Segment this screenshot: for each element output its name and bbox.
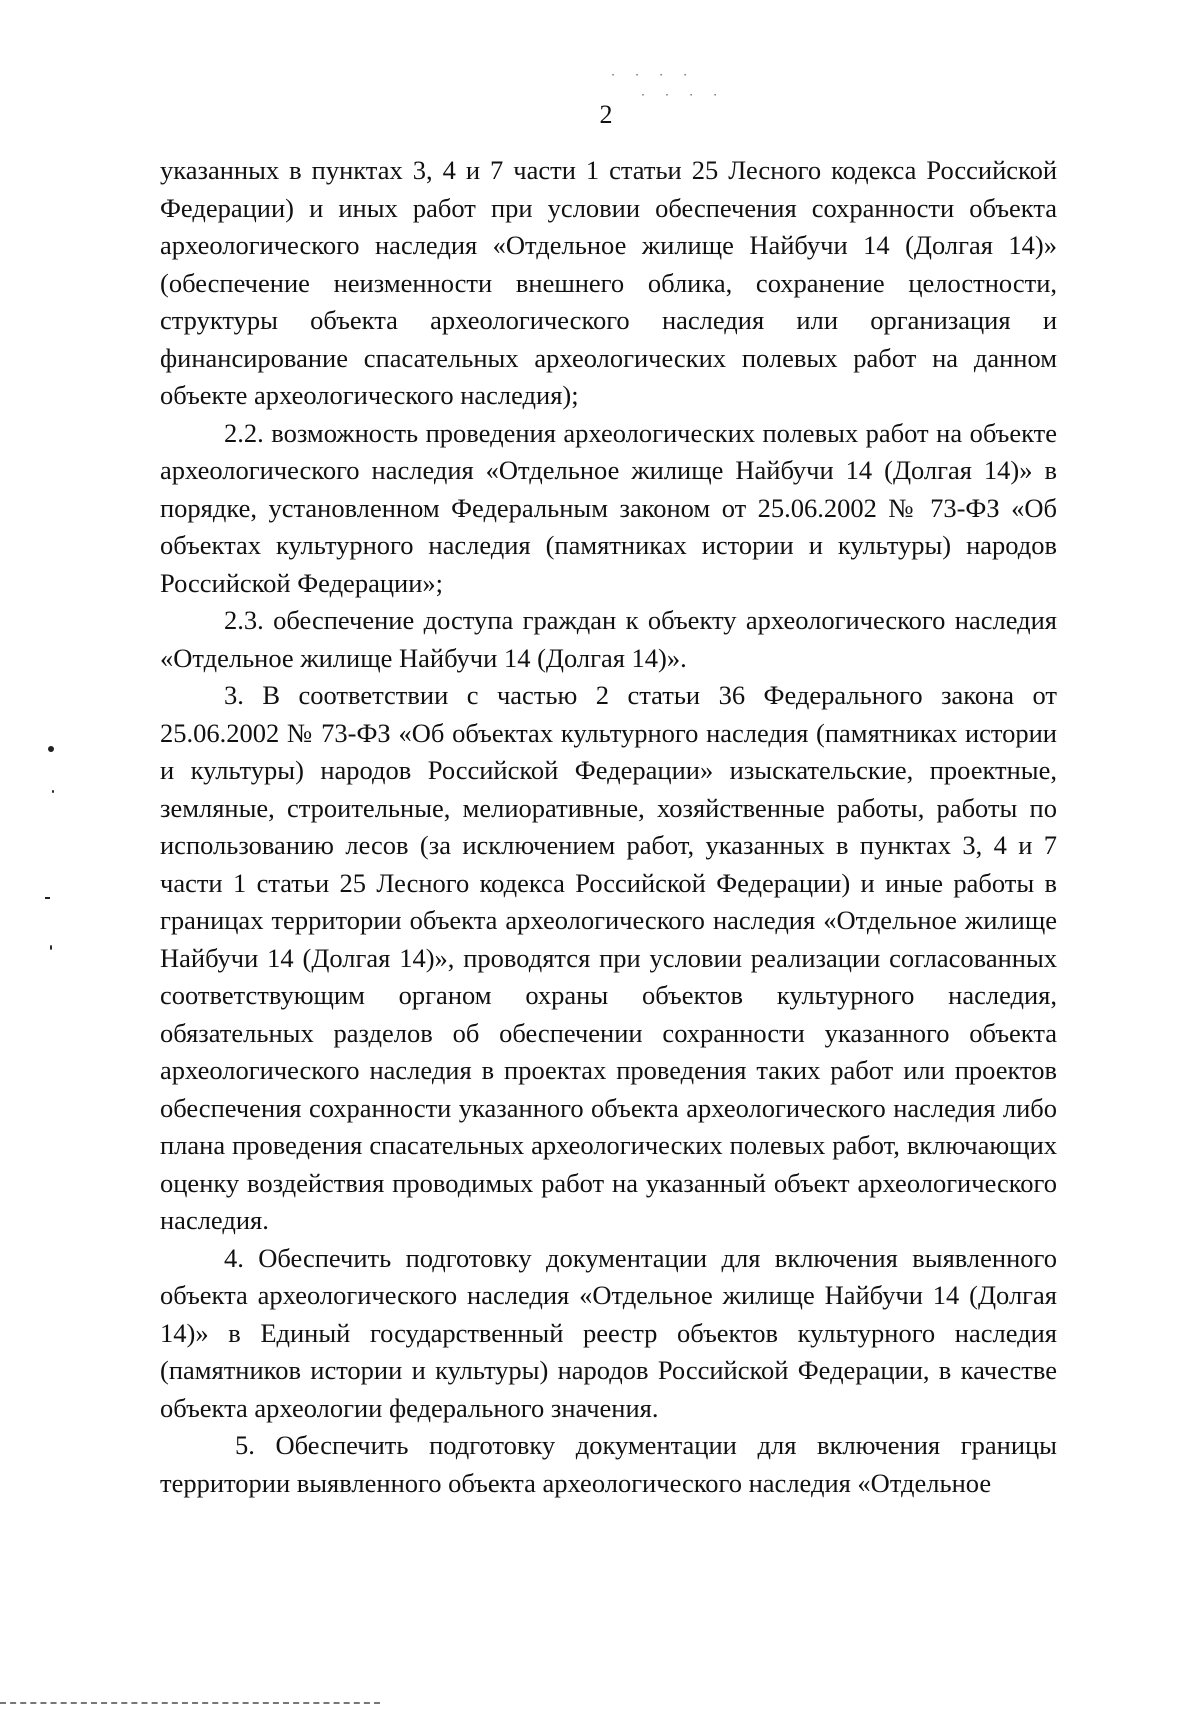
paragraph-continuation: указанных в пунктах 3, 4 и 7 части 1 статьи 25 Лесного кодекса Российской Федерации) и иных работ при условии обеспечения сохранности объекта археологического наследия «Отдельное жилище Найбучи 14 (Долгая 14)» (обеспечение неизменности внешнего облика, сохранение целостности, структуры объекта археологического наследия или организация и финансирование спасательных археологических полевых работ на данном объекте археологического наследия); [160, 155, 1057, 410]
scan-bottom-edge [0, 1702, 380, 1704]
paragraph-2-3: 2.3. обеспечение доступа граждан к объекту археологического наследия «Отдельное жилище Найбучи 14 (Долгая 14)». [160, 605, 1057, 673]
document-body [160, 152, 1057, 1502]
page-number: 2 [599, 100, 613, 129]
scan-speck [48, 746, 54, 752]
scan-noise: · · · · [610, 70, 695, 81]
scan-noise: · · · · [640, 90, 725, 101]
paragraph-2-2: 2.2. возможность проведения археологических полевых работ на объекте археологического наследия «Отдельное жилище Найбучи 14 (Долгая 14)» в порядке, установленном Федеральным законом от 25.06.2002 № 73-ФЗ «Об объектах культурного наследия (памятниках истории и культуры) народов Российской Федерации»; [160, 417, 1057, 598]
scan-speck [52, 790, 54, 793]
scan-speck [50, 945, 52, 950]
scan-speck [45, 897, 50, 899]
paragraph-4: 4. Обеспечить подготовку документации для включения выявленного объекта археологического наследия «Отдельное жилище Найбучи 14 (Долгая 14)» в Единый государственный реестр объектов культурного наследия (памятников истории и культуры) народов Российской Федерации, в качестве объекта археологии федерального значения. [160, 1242, 1057, 1423]
paragraph-3: 3. В соответствии с частью 2 статьи 36 Федерального закона от 25.06.2002 № 73-ФЗ «Об объектах культурного наследия (памятниках истории и культуры) народов Российской Федерации» изыскательские, проектные, земляные, строительные, мелиоративные, хозяйственные работы, работы по использованию лесов (за исключением работ, указанных в пунктах 3, 4 и 7 части 1 статьи 25 Лесного кодекса Российской Федерации) и иные работы в границах территории объекта археологического наследия «Отдельное жилище Найбучи 14 (Долгая 14)», проводятся при условии реализации согласованных соответствующим органом охраны объектов культурного наследия, обязательных разделов об обеспечении сохранности указанного объекта археологического наследия в проектах проведения таких работ или проектов обеспечения сохранности указанного объекта археологического наследия либо плана проведения спасательных археологических полевых работ, включающих оценку воздействия проводимых работ на указанный объект археологического наследия. [160, 680, 1057, 1235]
paragraph-5: 5. Обеспечить подготовку документации для включения границы территории выявленного объекта археологического наследия «Отдельное [160, 1430, 1057, 1498]
